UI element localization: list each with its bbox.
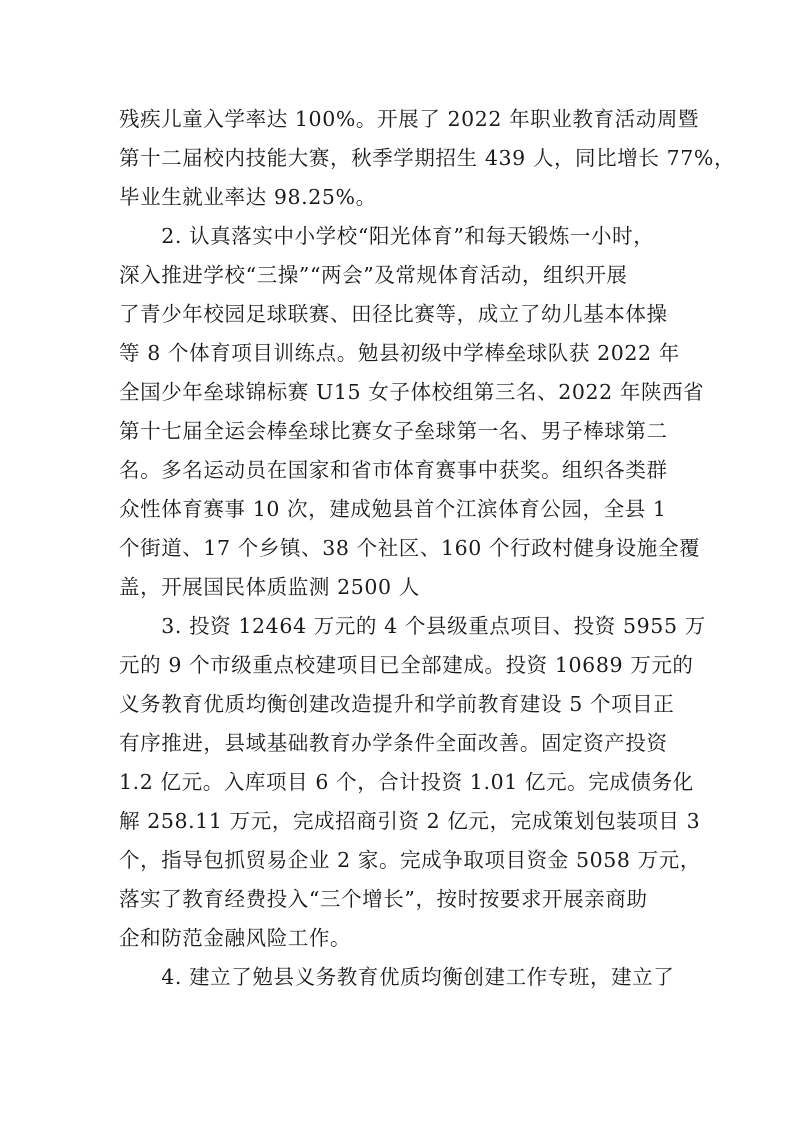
text-line: 2. 认真落实中小学校“阳光体育”和每天锻炼一小时， <box>119 224 655 248</box>
text-line: 第十二届校内技能大赛，秋季学期招生 439 人，同比增长 77%， <box>119 146 736 170</box>
paragraph-4 <box>119 958 679 997</box>
text-line: 1.2 亿元。入库项目 6 个，合计投资 1.01 亿元。完成债务化 <box>119 770 694 794</box>
text-line: 个街道、17 个乡镇、38 个社区、160 个行政村健身设施全覆 <box>119 536 701 560</box>
text-line: 4. 建立了勉县义务教育优质均衡创建工作专班，建立了 <box>119 965 675 989</box>
text-line: 等 8 个体育项目训练点。勉县初级中学棒垒球队获 2022 年 <box>119 341 680 365</box>
text-line: 残疾儿童入学率达 100%。开展了 2022 年职业教育活动周暨 <box>119 107 700 131</box>
text-line: 企和防范金融风险工作。 <box>119 926 352 950</box>
paragraph-1 <box>119 100 736 217</box>
text-line: 3. 投资 12464 万元的 4 个县级重点项目、投资 5955 万 <box>119 614 706 638</box>
text-line: 毕业生就业率达 98.25%。 <box>119 185 377 209</box>
document-body <box>119 100 736 997</box>
paragraph-2 <box>119 217 705 607</box>
paragraph-3 <box>119 607 706 958</box>
text-line: 深入推进学校“三操”“两会”及常规体育活动，组织开展 <box>119 263 628 287</box>
text-line: 盖，开展国民体质监测 2500 人 <box>119 575 420 599</box>
text-line: 了青少年校园足球联赛、田径比赛等，成立了幼儿基本体操 <box>119 302 668 326</box>
text-line: 有序推进，县域基础教育办学条件全面改善。固定资产投资 <box>119 731 668 755</box>
text-line: 个，指导包抓贸易企业 2 家。完成争取项目资金 5058 万元， <box>119 848 701 872</box>
text-line: 元的 9 个市级重点校建项目已全部建成。投资 10689 万元的 <box>119 653 694 677</box>
text-line: 义务教育优质均衡创建改造提升和学前教育建设 5 个项目正 <box>119 692 675 716</box>
text-line: 第十七届全运会棒垒球比赛女子垒球第一名、男子棒球第二 <box>119 419 668 443</box>
text-line: 众性体育赛事 10 次，建成勉县首个江滨体育公园，全县 1 <box>119 497 667 521</box>
text-line: 全国少年垒球锦标赛 U15 女子体校组第三名、2022 年陕西省 <box>119 380 705 404</box>
text-line: 落实了教育经费投入“三个增长”，按时按要求开展亲商助 <box>119 887 648 911</box>
text-line: 名。多名运动员在国家和省市体育赛事中获奖。组织各类群 <box>119 458 668 482</box>
text-line: 解 258.11 万元，完成招商引资 2 亿元，完成策划包装项目 3 <box>119 809 701 833</box>
